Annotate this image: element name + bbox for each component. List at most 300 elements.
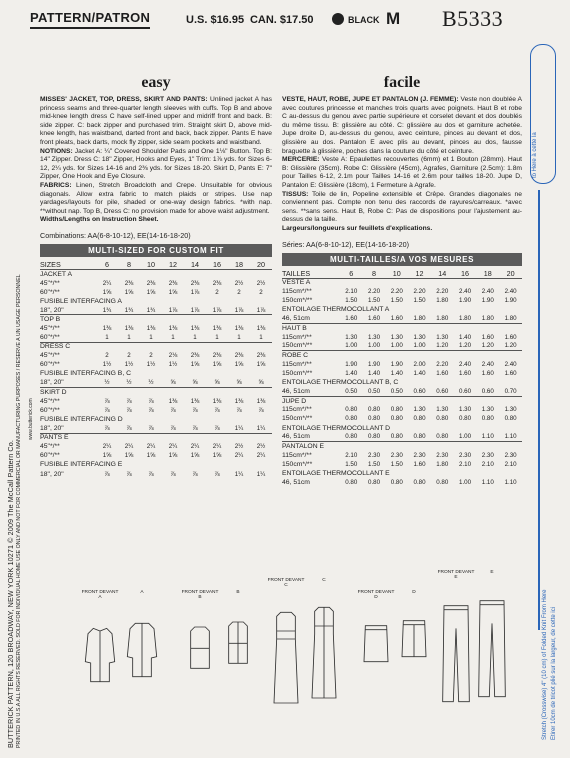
table-row [40, 288, 272, 297]
row-label: 45"*/** [40, 352, 60, 360]
table-cell: 0.50 [345, 387, 358, 395]
size-header: 20 [506, 268, 515, 278]
table-cell: 1⅜ [256, 397, 266, 405]
table-cell: ⅞ [104, 406, 110, 414]
table-row [282, 478, 522, 487]
table-cell: 0.60 [413, 387, 426, 395]
table-cell: 1⅜ [190, 397, 200, 405]
row-label: 45"*/** [40, 397, 60, 405]
table-cell: 2.10 [481, 460, 494, 468]
description-title: MISSES' JACKET, TOP, DRESS, SKIRT AND PANTS: [40, 96, 208, 103]
widths-note: Widths/Lengths on Instruction Sheet. [40, 216, 159, 224]
table-cell: 1 [193, 333, 197, 341]
table-row [40, 451, 272, 460]
table-cell: 2¼ [168, 443, 178, 451]
table-cell: 1⅞ [234, 306, 244, 314]
table-cell: 1.60 [504, 333, 517, 341]
table-cell: ⅞ [170, 470, 176, 478]
table-cell: 1.90 [368, 360, 381, 368]
table-row [40, 315, 272, 324]
row-label: FUSIBLE INTERFACING E [40, 461, 123, 469]
view-caption: FRONT DEVANT C [267, 578, 305, 588]
table-cell: 2⅜ [212, 279, 222, 287]
table-cell: 2⅜ [234, 352, 244, 360]
row-label: 150cm*/** [282, 369, 313, 377]
garment-view-d [394, 590, 434, 745]
table-cell: 1.80 [436, 297, 449, 305]
table-cell: 0.80 [504, 415, 517, 423]
table-row [282, 469, 522, 478]
table-cell: 1 [127, 333, 131, 341]
table-cell: 0.80 [413, 479, 426, 487]
row-label: FUSIBLE INTERFACING A [40, 297, 122, 305]
stretch-gauge-text: Stretch (Crosswise) 4" (10 cm) of Folded Knit From Here [542, 589, 548, 740]
row-label: ROBE C [282, 351, 522, 360]
table-row [282, 323, 522, 332]
table-cell: ⅞ [126, 424, 132, 432]
table-cell: 2 [127, 352, 131, 360]
table-row [282, 424, 522, 433]
table-cell: 0.80 [459, 415, 472, 423]
table-cell: 2⅜ [190, 352, 200, 360]
table-cell: 2¼ [146, 443, 156, 451]
table-cell: ⅝ [236, 379, 242, 387]
table-cell: 1.00 [390, 342, 403, 350]
table-row [40, 442, 272, 451]
row-label: ENTOILAGE THERMOCOLLANT A [282, 306, 390, 314]
color-label: BLACK [348, 15, 380, 25]
table-cell: ⅞ [192, 470, 198, 478]
legal-notice: PRINTED IN U.S.A ALL RIGHTS RESERVED. SOLD FOR INDIVIDUAL HOME USE ONLY AND NOT FOR COMMERCIAL OR MANUFACTURING PURPOSES / RESERVE A UN USAGE PERSONNEL [16, 274, 22, 748]
website[interactable]: www.butterick.com [28, 398, 34, 440]
row-label: PANTALON E [282, 442, 522, 451]
table-cell: 1⅝ [256, 361, 266, 369]
table-cell: 1.30 [390, 333, 403, 341]
table-cell: 1.50 [413, 297, 426, 305]
row-label: 18", 20" [40, 379, 64, 387]
row-label: HAUT B [282, 323, 522, 332]
row-label: 18", 20" [40, 424, 64, 432]
table-cell: 1¼ [234, 470, 244, 478]
garment-sketch-c [266, 588, 306, 738]
table-row [40, 469, 272, 478]
table-cell: 1½ [168, 361, 178, 369]
table-row [40, 433, 272, 442]
table-row [282, 396, 522, 405]
table-cell: 1⅜ [212, 397, 222, 405]
table-cell: 0.80 [345, 479, 358, 487]
table-cell: 1⅜ [168, 397, 178, 405]
table-cell: 1½ [124, 361, 134, 369]
table-cell: 1¾ [146, 306, 156, 314]
table-row [40, 388, 272, 397]
table-cell: 2½ [234, 279, 244, 287]
table-cell: ⅞ [148, 406, 154, 414]
table-cell: 2.20 [436, 288, 449, 296]
fabrics-label-fr: TISSUS: [282, 190, 309, 198]
garment-view-a [80, 590, 120, 750]
combinations: Combinations: AA(6-8-10-12), EE(14-16-18-20) [40, 230, 191, 240]
table-cell: 1.20 [436, 342, 449, 350]
table-cell: 0.80 [413, 433, 426, 441]
table-cell: 1⅝ [124, 452, 134, 460]
french-column [282, 74, 522, 487]
table-cell: ⅞ [148, 397, 154, 405]
table-cell: 1 [259, 333, 263, 341]
table-cell: 1.30 [368, 333, 381, 341]
table-cell: 1⅝ [146, 452, 156, 460]
garment-outline [312, 607, 336, 698]
view-caption: D [412, 590, 416, 595]
table-row [40, 351, 272, 360]
garment-sketch-d [356, 600, 396, 750]
table-cell: 2⅜ [212, 352, 222, 360]
table-cell: 1¾ [102, 306, 112, 314]
row-label: 46, 51cm [282, 315, 310, 323]
table-cell: ⅞ [192, 424, 198, 432]
table-cell: 0.50 [368, 387, 381, 395]
table-cell: 1 [171, 333, 175, 341]
table-cell: 1⅜ [146, 325, 156, 333]
size-code: M [386, 9, 401, 28]
side-legal-strip [4, 80, 34, 750]
description [40, 96, 272, 225]
table-row [40, 306, 272, 315]
table-cell: 2.00 [413, 360, 426, 368]
fabrics-label: FABRICS: [40, 181, 72, 189]
row-label: 46, 51cm [282, 479, 310, 487]
table-cell: 2⅛ [168, 352, 178, 360]
table-cell: 1⅝ [190, 361, 200, 369]
garment-view-c [304, 578, 344, 733]
table-cell: 1.60 [481, 333, 494, 341]
table-cell: ⅞ [148, 424, 154, 432]
table-cell: 1¼ [256, 424, 266, 432]
table-cell: 1.90 [459, 297, 472, 305]
table-cell: 1.10 [481, 479, 494, 487]
table-cell: 1.60 [436, 369, 449, 377]
table-row [282, 414, 522, 423]
table-cell: 1½ [102, 361, 112, 369]
row-label: PANTS E [40, 433, 272, 442]
table-cell: 0.50 [390, 387, 403, 395]
table-cell: 1⅜ [234, 397, 244, 405]
table-row [282, 460, 522, 469]
size-header: 12 [169, 259, 177, 269]
garment-sketch-d [394, 595, 434, 745]
table-cell: 1.00 [459, 433, 472, 441]
table-cell: 1.50 [390, 460, 403, 468]
row-label: 46, 51cm [282, 433, 310, 441]
table-cell: 2.20 [368, 288, 381, 296]
table-cell: 2.30 [368, 451, 381, 459]
row-label: ENTOILAGE THERMOCOLLANT B, C [282, 379, 399, 387]
row-label: ENTOILAGE THERMOCOLLANT D [282, 424, 391, 432]
table-cell: 1.30 [459, 406, 472, 414]
table-cell: ⅝ [170, 379, 176, 387]
view-caption: E [490, 570, 494, 575]
table-cell: 2.10 [504, 460, 517, 468]
table-cell: 2 [105, 352, 109, 360]
table-cell: 0.80 [368, 406, 381, 414]
description-body-fr: Veste non doublée A avec coutures princesse et manches trois quarts avec poignets. Haut B et robe C au-dessus du genou avec partie supérieure et corselet devant et dos doublés du même tissu. B: glissière au côté. C: glissière au dos et garniture achetée. Jupe droite D, au-dessus du genou, avec ceinture, pinces au devant et dos, glissière au dos. Pantalon E avec plis au devant, pinces au dos, fausse braguette à glissière, poches dans la couture du côté et ceinture. [282, 96, 523, 155]
table-cell: 1 [149, 333, 153, 341]
table-cell: 2.20 [413, 288, 426, 296]
garment-sketch-e [436, 580, 476, 730]
row-label: 150cm*/** [282, 415, 313, 423]
table-cell: 2.40 [459, 288, 472, 296]
table-cell: 1.90 [390, 360, 403, 368]
table-cell: 1⅜ [256, 325, 266, 333]
table-cell: 1.00 [368, 342, 381, 350]
garment-outline [127, 623, 156, 676]
table-cell: ⅞ [192, 406, 198, 414]
table-cell: ⅞ [214, 406, 220, 414]
size-header: 8 [127, 259, 131, 269]
table-cell: ⅞ [126, 397, 132, 405]
table-cell: 1⅞ [168, 306, 178, 314]
row-label: 115cm*/** [282, 333, 312, 341]
view-caption: FRONT DEVANT B [181, 590, 219, 600]
table-row [282, 360, 522, 369]
row-label: 46, 51cm [282, 387, 310, 395]
view-caption: C [322, 578, 326, 583]
size-header: 18 [235, 259, 243, 269]
table-cell: 2.30 [481, 451, 494, 459]
table-row [40, 415, 272, 424]
table-cell: 2¼ [212, 443, 222, 451]
combinations-fr: Séries: AA(6-8-10-12), EE(14-16-18-20) [282, 239, 410, 249]
table-cell: 1.60 [413, 460, 426, 468]
stretch-gauge-text-fr: Etirer 10cm de tricot plié sur la largeur, de cette ici [551, 606, 557, 740]
us-price: U.S. $16.95 [186, 14, 245, 26]
table-cell: 2⅜ [256, 352, 266, 360]
table-row [40, 379, 272, 388]
sizes-label: TAILLES [282, 268, 311, 278]
table-cell: 1 [105, 333, 109, 341]
description-title-fr: VESTE, HAUT, ROBE, JUPE ET PANTALON (J. FEMME): [282, 96, 459, 103]
garment-view-e [436, 570, 476, 730]
row-label: 60"*/** [40, 406, 60, 414]
garment-view-b [180, 590, 220, 750]
size-header: 8 [372, 268, 377, 278]
table-cell: 1.40 [413, 369, 426, 377]
row-label: 115cm*/** [282, 288, 312, 296]
table-cell: ½ [148, 379, 154, 387]
table-row [282, 314, 522, 323]
notions-text: Jacket A: ¼" Covered Shoulder Pads and One 1⅛" Button. Top B: 14" Zipper. Dress C: 18" Zipper, Hooks and Eyes, 1" Trim: 1⅞ yds. for Sizes 6-12, 2¼ yds. for Sizes 14-16 and 2⅜ yds. for Sizes 18-20. Skirt D, Pants E: 7" Zipper, One Hook and Eye Closure. [40, 147, 272, 181]
table-cell: 1.90 [504, 297, 517, 305]
table-cell: 1⅝ [102, 288, 112, 296]
table-row [282, 369, 522, 378]
garment-view-e [472, 570, 512, 725]
table-cell: 1½ [146, 361, 156, 369]
table-row [40, 297, 272, 306]
table-cell: 2⅜ [168, 279, 178, 287]
brand-label: PATTERN/PATRON [30, 10, 150, 29]
garment-outline [274, 612, 298, 703]
table-cell: 1⅝ [146, 288, 156, 296]
garment-outline [443, 606, 470, 702]
table-cell: 1.80 [436, 460, 449, 468]
table-cell: ⅞ [214, 470, 220, 478]
table-cell: ⅞ [258, 406, 264, 414]
english-column [40, 74, 272, 479]
table-cell: 2.30 [413, 451, 426, 459]
fabrics-text-fr: Toile de lin, Popeline extensible et Crêpe. Grandes diagonales ne conviennent pas. Compte non tenu des raccords de rayures/carreaux. *avec sens. **sans sens. Haut B, Robe C: Pas de dispositions pour l'ajustement au-dessus de la taille. [282, 190, 522, 224]
garment-outline [402, 621, 426, 657]
table-cell: 1⅜ [212, 325, 222, 333]
view-caption: FRONT DEVANT E [437, 570, 475, 580]
table-cell: 1.80 [504, 315, 517, 323]
row-label: TOP B [40, 315, 272, 324]
table-cell: 1.30 [504, 406, 517, 414]
table-cell: 0.80 [368, 433, 381, 441]
table-cell: ⅞ [170, 406, 176, 414]
table-cell: 0.80 [436, 433, 449, 441]
row-label: 60"*/** [40, 333, 60, 341]
publisher-address: BUTTERICK PATTERN, 120 BROADWAY, NEW YORK 10271 © 2009 The McCall Pattern Co. [6, 440, 15, 748]
table-cell: ⅞ [104, 397, 110, 405]
table-cell: 1⅜ [102, 325, 112, 333]
table-cell: 1.10 [504, 433, 517, 441]
table-cell: 1.50 [368, 460, 381, 468]
table-cell: 2.30 [436, 451, 449, 459]
table-cell: 2.30 [504, 451, 517, 459]
yardage-bar-fr: MULTI-TAILLES/A VOS MESURES [282, 253, 522, 266]
row-label: ENTOILAGE THERMOCOLLANT E [282, 470, 390, 478]
table-cell: ½ [104, 379, 110, 387]
table-row [40, 279, 272, 288]
table-cell: 2⅜ [146, 279, 156, 287]
size-header: 18 [483, 268, 492, 278]
garment-sketch-e [472, 575, 512, 725]
fabrics-text: Linen, Stretch Broadcloth and Crepe. Unsuitable for obvious diagonals. Allow extra fabric to match plaids or stripes. Use nap yardages/layouts for pile, shaded or one-way design fabrics. *with nap. **without nap. Top B, Dress C: no provision made for above waist adjustment. [40, 181, 272, 215]
table-cell: 2 [237, 288, 241, 296]
table-cell: 0.80 [413, 415, 426, 423]
table-cell: 0.80 [390, 415, 403, 423]
table-cell: 1⅞ [256, 306, 266, 314]
table-cell: 2.40 [481, 360, 494, 368]
table-cell: ⅞ [170, 424, 176, 432]
garment-outline [191, 627, 210, 668]
garment-view-d [356, 590, 396, 750]
table-row [40, 460, 272, 469]
table-cell: ⅞ [104, 424, 110, 432]
table-cell: 2⅜ [190, 279, 200, 287]
table-row [282, 333, 522, 342]
table-row [282, 433, 522, 442]
table-row [40, 360, 272, 369]
table-cell: 1.00 [413, 342, 426, 350]
table-cell: 1.40 [345, 369, 358, 377]
table-cell: 1⅝ [124, 288, 134, 296]
notions-label: NOTIONS: [40, 147, 73, 155]
table-cell: 1 [237, 333, 241, 341]
table-cell: 1¼ [234, 424, 244, 432]
table-cell: 1.80 [481, 315, 494, 323]
table-cell: ⅝ [192, 379, 198, 387]
table-row [282, 451, 522, 460]
garment-outline [479, 601, 506, 697]
table-cell: 0.60 [481, 387, 494, 395]
table-cell: 1.60 [481, 369, 494, 377]
table-cell: 2¼ [256, 452, 266, 460]
table-cell: 1.60 [368, 315, 381, 323]
table-cell: ⅞ [236, 406, 242, 414]
table-cell: 0.80 [345, 433, 358, 441]
yardage-table-fr [282, 269, 522, 488]
table-cell: 1.00 [459, 479, 472, 487]
row-label: 45"*/** [40, 279, 60, 287]
view-caption: FRONT DEVANT D [357, 590, 395, 600]
table-cell: 1.20 [481, 342, 494, 350]
table-cell: 2.20 [390, 288, 403, 296]
table-cell: 2¼ [124, 443, 134, 451]
table-cell: 2.30 [390, 451, 403, 459]
table-cell: 1.90 [345, 360, 358, 368]
table-cell: 1⅝ [212, 452, 222, 460]
table-cell: ⅝ [214, 379, 220, 387]
table-cell: 1.60 [504, 369, 517, 377]
table-cell: 1.50 [390, 297, 403, 305]
table-cell: 0.80 [368, 415, 381, 423]
table-cell: ⅞ [126, 470, 132, 478]
table-cell: 1⅜ [190, 325, 200, 333]
row-label: 115cm*/** [282, 360, 312, 368]
garment-sketch-a [122, 595, 162, 745]
table-cell: 0.80 [368, 479, 381, 487]
table-cell: 1.30 [413, 406, 426, 414]
table-row [40, 406, 272, 415]
size-header: 10 [392, 268, 401, 278]
garment-sketch-a [80, 600, 120, 750]
table-cell: ⅝ [258, 379, 264, 387]
size-header: 10 [147, 259, 155, 269]
table-cell: 1⅝ [190, 452, 200, 460]
table-row [40, 397, 272, 406]
table-cell: 1.80 [459, 315, 472, 323]
table-cell: 1.20 [504, 342, 517, 350]
table-cell: ⅞ [214, 424, 220, 432]
description-fr [282, 96, 522, 234]
table-cell: 2½ [256, 279, 266, 287]
table-cell: 2.40 [504, 360, 517, 368]
table-cell: 2½ [234, 443, 244, 451]
table-cell: 2½ [256, 443, 266, 451]
row-label: 45"*/** [40, 325, 60, 333]
envelope-header [30, 4, 566, 38]
table-cell: 1⅝ [234, 361, 244, 369]
view-caption: A [140, 590, 144, 595]
row-label: 115cm*/** [282, 406, 312, 414]
garment-outline [364, 626, 388, 662]
size-header: 14 [191, 259, 199, 269]
table-cell: 2.40 [504, 288, 517, 296]
table-cell: 1.30 [436, 406, 449, 414]
table-row [282, 305, 522, 314]
row-label: FUSIBLE INTERFACING D [40, 415, 123, 423]
table-row [282, 378, 522, 387]
row-label: 60"*/** [40, 288, 60, 296]
size-header: 16 [461, 268, 470, 278]
row-label: 60"*/** [40, 452, 60, 460]
table-row [282, 351, 522, 360]
table-cell: 2¼ [190, 443, 200, 451]
yardage-table-en [40, 260, 272, 479]
row-label: DRESS C [40, 342, 272, 351]
row-label: FUSIBLE INTERFACING B, C [40, 370, 132, 378]
